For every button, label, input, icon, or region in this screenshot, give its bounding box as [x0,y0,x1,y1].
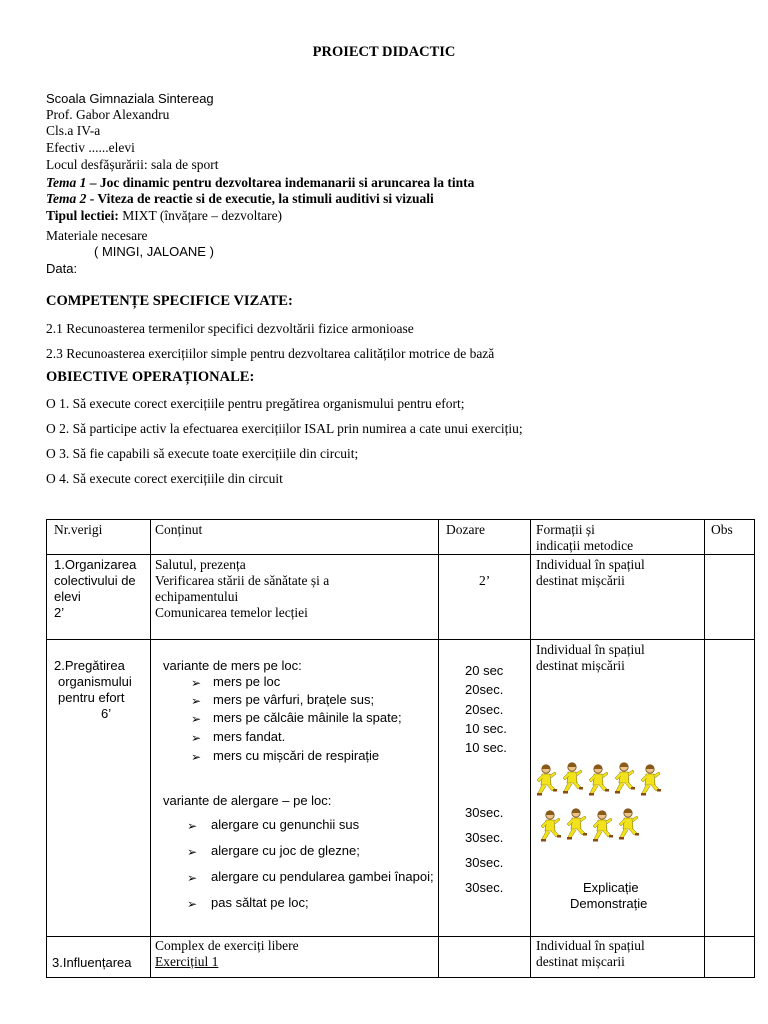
run-item: pas sǎltat pe loc; [211,895,309,910]
theme-1-label: Tema 1 [46,175,87,190]
run-item: alergare cu pendularea gambei înapoi; [211,869,434,884]
header-method-line1: Formații și [536,522,595,537]
date-label: Data: [46,261,78,276]
content-line: echipamentului [155,589,239,604]
arrow-bullet-icon: ➢ [191,750,202,764]
students-count: Efectiv ......elevi [46,140,135,155]
method-cell [531,555,705,640]
method-line: Individual în spațiul [536,557,645,572]
school-name: Scoala Gimnaziala Sintereag [46,91,214,106]
table-row [47,555,755,640]
stage-line: colectivului de [54,573,136,588]
walk-item: mers pe vârfuri, brațele sus; [213,692,375,707]
method-bottom-line: Demonstrație [570,896,648,911]
lesson-type [46,207,282,224]
dose-value: 10 sec. [465,721,507,736]
competences-heading: COMPETENȚE SPECIFICE VIZATE: [46,293,293,309]
arrow-bullet-icon: ➢ [187,845,198,859]
header-obs: Obs [711,522,733,537]
obs-cell [705,640,755,937]
dose-value: 30sec. [465,855,504,870]
stage-line: pentru efort [58,690,125,705]
competence-item: 2.1 Recunoasterea termenilor specifici dezvoltării fizice armonioase [46,321,414,336]
header-stage: Nr.verigi [54,522,103,537]
header-content: Conținut [155,522,203,537]
running-children-icon [533,758,683,870]
theme-2-text: - Viteza de reactie si de executie, la stimuli auditivi si vizuali [86,191,434,206]
obs-cell [705,937,755,978]
page-title: PROIECT DIDACTIC [312,44,456,60]
method-line: Individual în spațiul [536,642,645,657]
stage-line: elevi [54,589,81,604]
method-bottom-line: Explicație [583,880,639,895]
lesson-type-value: MIXT (învățare – dezvoltare) [118,208,283,223]
class-name: Cls.a IV-a [46,123,101,138]
obs-cell [705,555,755,640]
stage-line: 2’ [54,605,65,620]
method-line: destinat mișcǎrii [536,573,625,588]
arrow-bullet-icon: ➢ [187,819,198,833]
dose-value: 30sec. [465,805,504,820]
stage-cell [47,555,151,640]
walk-item: mers pe cǎlcâie mâinile la spate; [213,710,402,725]
stage-line: 1.Organizarea [54,557,137,572]
theme-2-label: Tema 2 [46,191,87,206]
arrow-bullet-icon: ➢ [191,676,202,690]
method-cell [531,640,705,937]
theme-2 [46,190,434,207]
table-row [47,937,755,978]
arrow-bullet-icon: ➢ [187,871,198,885]
objective-item: O 3. Sǎ fie capabili sǎ execute toate exercițiile din circuit; [46,446,359,461]
dose-value: 30sec. [465,830,504,845]
theme-1 [46,174,474,191]
walk-item: mers fandat. [213,729,286,744]
arrow-bullet-icon: ➢ [187,897,198,911]
content-line: Salutul, prezența [155,557,246,572]
dose-value: 20sec. [465,682,504,697]
dose-value: 10 sec. [465,740,507,755]
teacher-name: Prof. Gabor Alexandru [46,107,170,122]
lesson-type-label: Tipul lectiei: [46,208,119,223]
walk-item: mers pe loc [213,674,281,689]
content-line: Comunicarea temelor lecției [155,605,308,620]
content-cell [151,937,439,978]
header-cell [439,520,531,555]
walk-item: mers cu mișcǎri de respirație [213,748,380,763]
stage-cell [47,640,151,937]
method-line: destinat mișcarii [536,954,625,969]
run-heading: variante de alergare – pe loc: [163,793,332,808]
objective-item: O 2. Sǎ participe activ la efectuarea exercițiilor ISAL prin numirea a cate unui exercițiu; [46,421,523,436]
dose-cell [439,640,531,937]
dose-value: 20 sec [465,663,504,678]
content-cell [151,640,439,937]
arrow-bullet-icon: ➢ [191,712,202,726]
stage-line: organismului [58,674,132,689]
header-cell [151,520,439,555]
arrow-bullet-icon: ➢ [191,731,202,745]
lesson-plan-table [46,519,755,978]
objective-item: O 1. Sǎ execute corect exercițiile pentru pregǎtirea organismului pentru efort; [46,396,465,411]
stage-line: 2.Pregǎtirea [54,658,125,673]
content-cell [151,555,439,640]
table-header-row [47,520,755,555]
dose-value: 2’ [479,573,491,588]
header-cell [531,520,705,555]
method-cell [531,937,705,978]
table-row [47,640,755,937]
materials-label: Materiale necesare [46,228,148,243]
materials-value: ( MINGI, JALOANE ) [94,244,214,259]
competence-item: 2.3 Recunoasterea exercițiilor simple pentru dezvoltarea calitǎților motrice de bazǎ [46,346,495,361]
method-line: Individual în spațiul [536,938,645,953]
stage-line: 6’ [101,706,112,721]
content-line: Exercițiul 1 [155,954,219,969]
stage-line: 3.Influențarea [52,955,132,970]
method-line: destinat mișcǎrii [536,658,625,673]
dose-cell [439,937,531,978]
objective-item: O 4. Sǎ execute corect exercițiile din circuit [46,471,283,486]
content-line: Verificarea stǎrii de sǎnǎtate și a [155,573,330,588]
theme-1-text: – Joc dinamic pentru dezvoltarea indemanarii si aruncarea la tinta [86,175,475,190]
dose-value: 20sec. [465,702,504,717]
objectives-heading: OBIECTIVE OPERAȚIONALE: [46,369,255,385]
dose-cell [439,555,531,640]
arrow-bullet-icon: ➢ [191,694,202,708]
run-item: alergare cu joc de glezne; [211,843,360,858]
dose-value: 30sec. [465,880,504,895]
stage-cell [47,937,151,978]
header-cell [705,520,755,555]
header-dose: Dozare [446,522,485,537]
header-cell [47,520,151,555]
run-item: alergare cu genunchii sus [211,817,360,832]
lesson-location: Locul desfășurării: sala de sport [46,157,219,172]
header-method-line2: indicații metodice [536,538,634,553]
walk-heading: variante de mers pe loc: [163,658,302,673]
content-line: Complex de exerciți libere [155,938,299,953]
